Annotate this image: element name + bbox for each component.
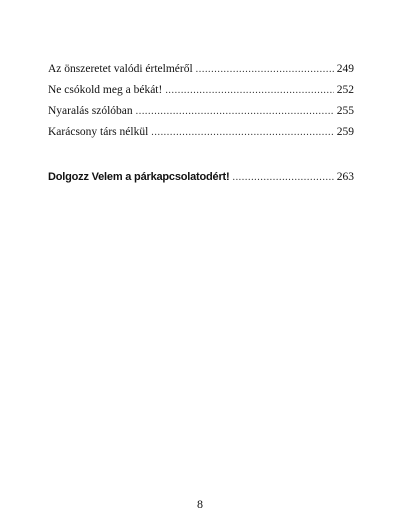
toc-leader-dots <box>196 59 334 80</box>
toc-section-page: 263 <box>336 171 354 183</box>
toc-entry <box>48 80 354 101</box>
toc-entry-title: Karácsony társ nélkül <box>48 126 149 138</box>
toc-entry-page: 255 <box>336 105 354 117</box>
toc-section-entry <box>48 167 354 188</box>
toc-entry-title: Ne csókold meg a békát! <box>48 84 163 96</box>
page-number: 8 <box>197 497 203 511</box>
toc-leader-dots <box>165 80 333 101</box>
toc-leader-dots <box>136 101 334 122</box>
toc-entry-page: 249 <box>336 63 354 75</box>
toc-entry <box>48 122 354 143</box>
toc-entry-title: Az önszeretet valódi értelméről <box>48 63 193 75</box>
toc-leader-dots <box>151 122 333 143</box>
toc-entry-title: Nyaralás szólóban <box>48 105 133 117</box>
toc-leader-dots <box>232 167 333 188</box>
toc-entry <box>48 59 354 80</box>
toc-entry-page: 252 <box>336 84 354 96</box>
toc-section-title: Dolgozz Velem a párkapcsolatodért! <box>48 171 230 183</box>
toc-entry-page: 259 <box>336 126 354 138</box>
toc-entry <box>48 101 354 122</box>
table-of-contents <box>48 59 354 188</box>
